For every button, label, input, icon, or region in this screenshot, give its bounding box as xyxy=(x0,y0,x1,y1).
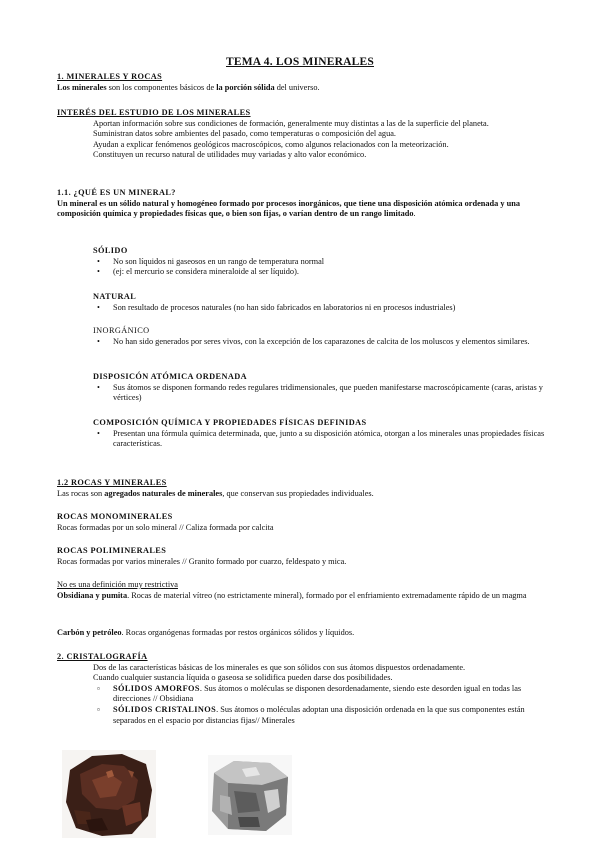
obsidian-rock-image xyxy=(62,750,156,838)
list-item: • (ej: el mercurio se considera mineraloide al ser líquido). xyxy=(113,267,547,278)
list-item: • Sus átomos se disponen formando redes regulares tridimensionales, que pueden manifestarse macroscópicamente (caras, aristas y vértices) xyxy=(113,383,547,404)
text: . Sus átomos o moléculas adoptan una disposición ordenada en la que sus componentes están separados en el espacio por distancias fijas// Minerales xyxy=(113,704,525,725)
paragraph: Cuando cualquier sustancia líquida o gaseosa se solidifica pueden darse dos posibilidades. xyxy=(93,673,393,683)
section-interes xyxy=(57,108,547,161)
restrictiva-note xyxy=(57,580,547,601)
subheading: ROCAS MONOMINERALES xyxy=(57,512,173,521)
interes-line: Ayudan a explicar fenómenos geológicos macroscópicos, como algunos relacionados con la meteorización. xyxy=(93,139,449,149)
carbon-petroleo xyxy=(57,628,547,639)
list-item xyxy=(113,705,547,726)
list-item xyxy=(113,684,547,705)
section-heading: INTERÉS DEL ESTUDIO DE LOS MINERALES xyxy=(57,108,251,117)
list-item: • Son resultado de procesos naturales (no han sido fabricados en laboratorios ni en procesos industriales) xyxy=(113,303,547,314)
section-heading: 1. MINERALES Y ROCAS xyxy=(57,72,163,81)
paragraph xyxy=(57,489,547,500)
bold-text: la porción sólida xyxy=(216,82,275,92)
paragraph xyxy=(57,591,547,602)
paragraph: Rocas formadas por varios minerales // Granito formado por cuarzo, feldespato y mica. xyxy=(57,556,347,566)
text: . Rocas organógenas formadas por restos orgánicos sólidos y líquidos. xyxy=(121,628,355,637)
property-natural xyxy=(57,292,547,313)
section-heading: 1.1. ¿QUÉ ES UN MINERAL? xyxy=(57,188,176,197)
text: . Rocas de material vítreo (no estrictamente mineral), formado por el enfriamiento extremadamente rápido de un magma xyxy=(127,590,527,600)
section-heading: 1.2 ROCAS Y MINERALES xyxy=(57,478,167,487)
section-cristalografia xyxy=(57,652,547,726)
section-rocas-y-minerales xyxy=(57,478,547,499)
section-minerales-y-rocas xyxy=(57,72,547,93)
obsidian-photo xyxy=(62,750,156,838)
property-composicion xyxy=(57,418,547,450)
bold-text: agregados naturales de minerales xyxy=(104,488,223,498)
bold-text: Carbón y petróleo xyxy=(57,628,122,637)
list-item: • Presentan una fórmula química determinada, que, junto a su disposición atómica, otorgan a los minerales unas propiedades físicas características. xyxy=(113,429,547,450)
text: son los componentes básicos de xyxy=(106,82,217,92)
mineral-crystal-photo xyxy=(208,755,292,835)
paragraph xyxy=(57,628,547,639)
definition xyxy=(57,199,547,220)
underlined-note: No es una definición muy restrictiva xyxy=(57,580,178,589)
property-disposicion xyxy=(57,372,547,404)
section-que-es-un-mineral xyxy=(57,188,547,220)
property-heading: DISPOSICÓN ATÓMICA ORDENADA xyxy=(93,372,248,381)
property-solido xyxy=(57,246,547,278)
list-item: • No son líquidos ni gaseosos en un rango de temperatura normal xyxy=(113,257,547,268)
text: , que conservan sus propiedades individuales. xyxy=(222,488,374,498)
rocas-polimerales xyxy=(57,546,547,567)
text: del universo. xyxy=(274,82,320,92)
bold-text: Un mineral es un sólido natural y homogéneo formado por procesos inorgánicos, que tiene una disposición atómica ordenada y una composición química y propiedades físicas que, o bien son fijas, o varían dentro de un rango limitado xyxy=(57,198,520,219)
rocas-monominerales xyxy=(57,512,547,533)
page-title: TEMA 4. LOS MINERALES xyxy=(226,56,374,68)
property-heading: NATURAL xyxy=(93,292,137,301)
crystalline-rock-image xyxy=(208,755,292,835)
interes-line: Aportan información sobre sus condiciones de formación, generalmente muy distintas a las de la superficie del planeta. xyxy=(93,118,489,128)
bold-text: Los minerales xyxy=(57,82,107,92)
bold-text: Obsidiana y pumita xyxy=(57,590,128,600)
text: Las rocas son xyxy=(57,488,105,498)
section-heading: 2. CRISTALOGRAFÍA xyxy=(57,652,148,661)
property-heading: COMPOSICIÓN QUÍMICA Y PROPIEDADES FÍSICAS DEFINIDAS xyxy=(93,418,367,427)
paragraph xyxy=(57,83,547,94)
text: . xyxy=(413,209,416,219)
text: . Sus átomos o moléculas se disponen desordenadamente, siendo este desorden igual en todas las direcciones // Obsidiana xyxy=(113,683,522,704)
property-heading: INORGÁNICO xyxy=(93,326,150,335)
property-heading: SÓLIDO xyxy=(93,246,128,255)
bold-text: SÓLIDOS CRISTALINOS xyxy=(113,704,217,714)
interes-line: Constituyen un recurso natural de utilidades muy variadas y alto valor económico. xyxy=(93,150,367,160)
paragraph: Dos de las características básicas de los minerales es que son sólidos con sus átomos dispuestos ordenadamente. xyxy=(93,662,466,672)
property-inorganico xyxy=(57,326,547,347)
interes-line: Suministran datos sobre ambientes del pasado, como temperaturas o composición del agua. xyxy=(93,129,396,139)
list-item: • No han sido generados por seres vivos, con la excepción de los caparazones de calcita de los moluscos y elementos similares. xyxy=(113,337,547,348)
bold-text: SÓLIDOS AMORFOS xyxy=(113,683,200,693)
paragraph: Rocas formadas por un solo mineral // Caliza formada por calcita xyxy=(57,522,274,532)
subheading: ROCAS POLIMINERALES xyxy=(57,546,167,555)
